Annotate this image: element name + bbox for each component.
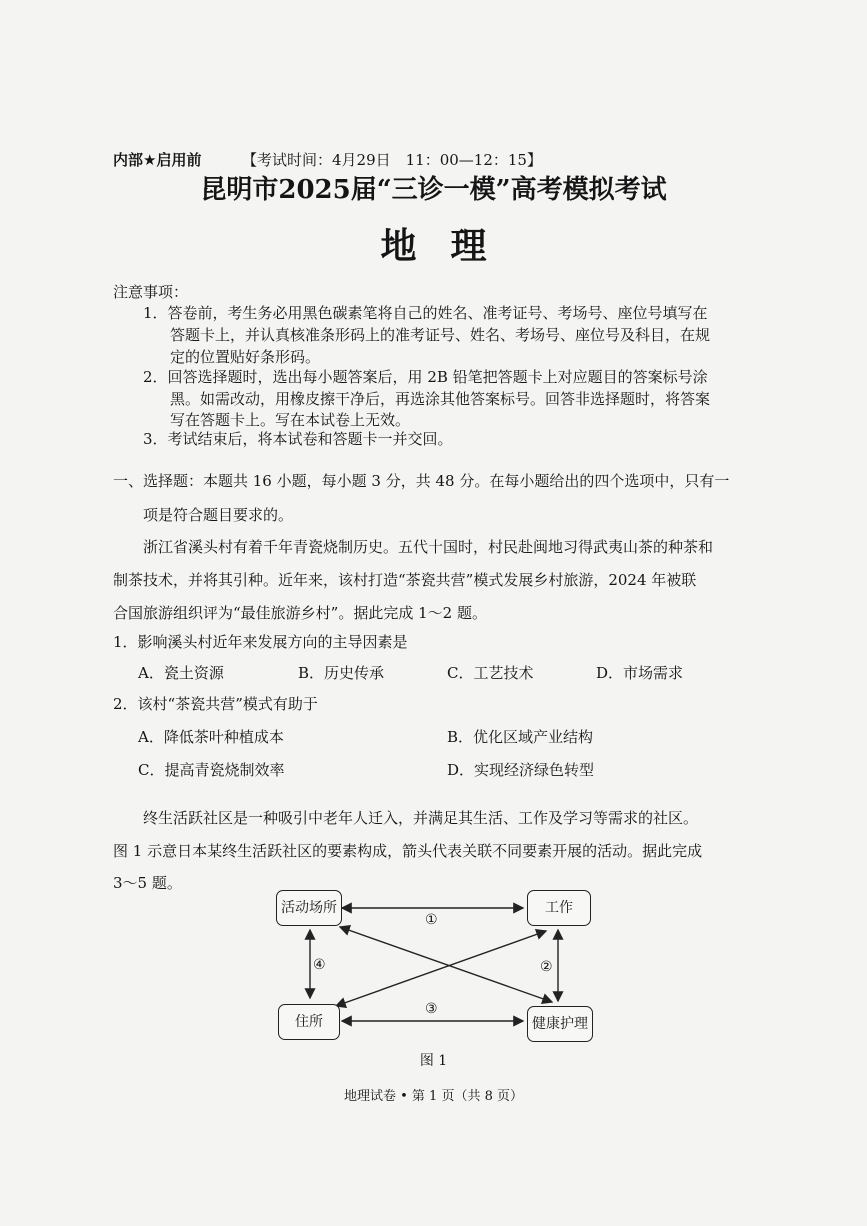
page-footer: 地理试卷 • 第 1 页（共 8 页） xyxy=(343,1089,523,1104)
question-2-option-c: C．提高青瓷烧制效率 xyxy=(138,761,285,779)
question-1-option-a: A．瓷土资源 xyxy=(138,664,224,682)
label-4: ④ xyxy=(313,957,326,973)
passage-1-line-1: 浙江省溪头村有着千年青瓷烧制历史。五代十国时，村民赴闽地习得武夷山茶的种茶和 xyxy=(143,538,714,556)
section-1-heading: 一、选择题：本题共 16 小题，每小题 3 分，共 48 分。在每小题给出的四个选项中，只有一 xyxy=(113,472,730,490)
section-1-heading-cont: 项是符合题目要求的。 xyxy=(143,506,294,524)
notes-heading: 注意事项： xyxy=(113,283,189,301)
passage-1-line-2: 制茶技术，并将其引种。近年来，该村打造“茶瓷共营”模式发展乡村旅游，2024 年被联 xyxy=(113,571,697,589)
figure-caption: 图 1 xyxy=(419,1053,448,1069)
arrow-diagonal-residence-work xyxy=(336,931,546,1006)
exam-title: 昆明市2025届“三诊一模”高考模拟考试 xyxy=(200,175,667,205)
passage-1-line-3: 合国旅游组织评为“最佳旅游乡村”。据此完成 1～2 题。 xyxy=(113,604,487,622)
passage-2-line-1: 终生活跃社区是一种吸引中老年人迁入，并满足其生活、工作及学习等需求的社区。 xyxy=(143,809,699,827)
node-activity-venue: 活动场所 xyxy=(276,890,342,926)
question-2-option-b: B．优化区域产业结构 xyxy=(447,728,594,746)
exam-time: 【考试时间：4月29日 11：00—12：15】 xyxy=(242,151,542,169)
question-1-option-d: D．市场需求 xyxy=(596,664,684,682)
note-1-line-3: 定的位置贴好条形码。 xyxy=(170,348,321,366)
question-2-option-d: D．实现经济绿色转型 xyxy=(447,761,595,779)
node-work: 工作 xyxy=(527,890,591,926)
arrow-diagonal-activity-health xyxy=(340,927,552,1002)
subject-title: 地理 xyxy=(380,225,521,267)
figure-1-diagram xyxy=(270,885,600,1050)
note-2-line-1: 2．回答选择题时，选出每小题答案后，用 2B 铅笔把答题卡上对应题目的答案标号涂 xyxy=(143,368,708,386)
question-1-option-c: C．工艺技术 xyxy=(447,664,534,682)
note-2-line-3: 写在答题卡上。写在本试卷上无效。 xyxy=(170,411,411,429)
node-health-care: 健康护理 xyxy=(527,1006,593,1042)
note-1-line-2: 答题卡上，并认真核准条形码上的准考证号、姓名、考场号、座位号及科目，在规 xyxy=(170,326,711,344)
note-2-line-2: 黑。如需改动，用橡皮擦干净后，再选涂其他答案标号。回答非选择题时，将答案 xyxy=(170,390,711,408)
node-residence: 住所 xyxy=(278,1004,340,1040)
label-2: ② xyxy=(540,959,553,975)
note-3-line-1: 3．考试结束后，将本试卷和答题卡一并交回。 xyxy=(143,430,453,448)
passage-2-line-3: 3～5 题。 xyxy=(113,874,182,892)
question-1-option-b: B．历史传承 xyxy=(298,664,385,682)
label-3: ③ xyxy=(425,1001,438,1017)
question-1-stem: 1．影响溪头村近年来发展方向的主导因素是 xyxy=(113,633,408,651)
question-2-stem: 2．该村“茶瓷共营”模式有助于 xyxy=(113,695,318,713)
passage-2-line-2: 图 1 示意日本某终生活跃社区的要素构成，箭头代表关联不同要素开展的活动。据此完成 xyxy=(113,842,703,860)
secret-mark: 内部★启用前 xyxy=(113,151,202,169)
label-1: ① xyxy=(425,912,438,928)
question-2-option-a: A．降低茶叶种植成本 xyxy=(138,728,284,746)
note-1-line-1: 1．答卷前，考生务必用黑色碳素笔将自己的姓名、准考证号、考场号、座位号填写在 xyxy=(143,304,708,322)
